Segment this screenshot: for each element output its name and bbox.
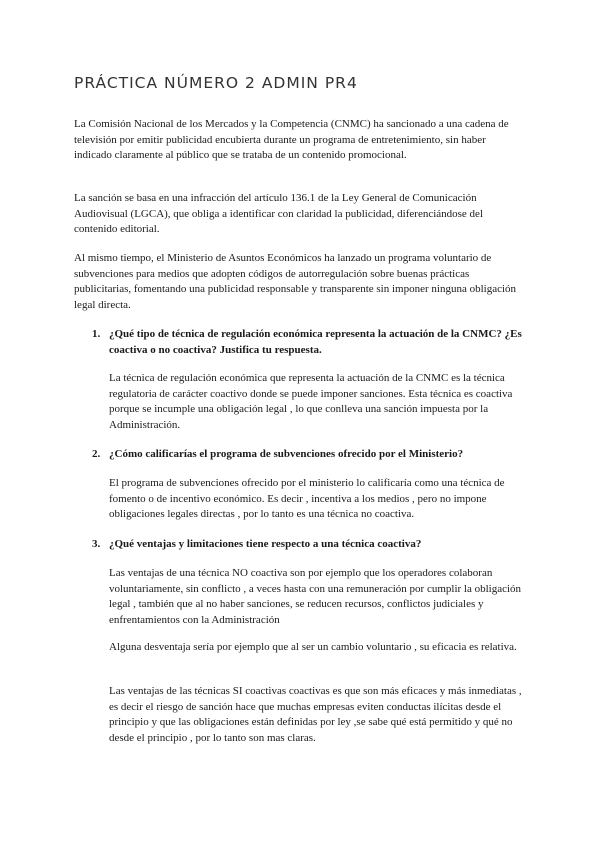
intro-paragraph-3: Al mismo tiempo, el Ministerio de Asuntos Económicos ha lanzado un programa voluntario de subvenciones para medios que adopten códigos de autorregulación sobre buenas prácticas publicitarias, fomentando una publicidad responsable y transparente sin imponer ninguna obligación legal directa.: [74, 252, 517, 311]
question-text-1: ¿Qué tipo de técnica de regulación económica representa la actuación de la CNMC? ¿Es coactiva o no coactiva? Justifica tu respuesta.: [109, 328, 522, 356]
answer-1-paragraph-1: La técnica de regulación económica que representa la actuación de la CNMC es la técnica regulatoria de carácter coactivo donde se puede imponer sanciones. Esta técnica es coactiva porque se incumple una obligación legal , lo que conlleva una sanción impuesta por la Administración.: [109, 372, 513, 431]
answer-3-paragraph-2: Alguna desventaja sería por ejemplo que al ser un cambio voluntario , su eficacia es relativa.: [109, 641, 517, 653]
answer-3-paragraph-3: Las ventajas de las técnicas SI coactivas coactivas es que son más eficaces y más inmediatas , es decir el riesgo de sanción hace que muchas empresas eviten conductas ilícitas desde el principio y que las obligaciones están definidas por ley ,se sabe qué está permitido y qué no desde el principio , por lo tanto son mas claras.: [109, 685, 522, 744]
question-number-2: 2.: [92, 448, 101, 460]
question-number-3: 3.: [92, 538, 101, 550]
answer-3-paragraph-1: Las ventajas de una técnica NO coactiva son por ejemplo que los operadores colaboran voluntariamente, sin conflicto , a veces hasta con una remuneración por cumplir la obligación legal , también que al no haber sanciones, se reducen recursos, conflictos judiciales y enfrentamientos con la Administración: [109, 567, 522, 626]
intro-paragraph-2: La sanción se basa en una infracción del artículo 136.1 de la Ley General de Comunicación Audiovisual (LGCA), que obliga a identificar con claridad la publicidad, diferenciándose del contenido editorial.: [74, 192, 483, 236]
document-title: PRÁCTICA NÚMERO 2 ADMIN PR4: [74, 74, 358, 92]
question-number-1: 1.: [92, 328, 101, 340]
question-text-3: ¿Qué ventajas y limitaciones tiene respecto a una técnica coactiva?: [109, 538, 422, 550]
answer-2-paragraph-1: El programa de subvenciones ofrecido por el ministerio lo calificaría como una técnica de fomento o de incentivo económico. Es decir , incentiva a los medios , pero no impone obligaciones legales directas , por lo tanto es una técnica no coactiva.: [109, 477, 505, 521]
intro-paragraph-1: La Comisión Nacional de los Mercados y la Competencia (CNMC) ha sancionado a una cadena de televisión por emitir publicidad encubierta durante un programa de entretenimiento, sin haber indicado claramente al público que se trataba de un contenido promocional.: [74, 118, 509, 162]
question-text-2: ¿Cómo calificarías el programa de subvenciones ofrecido por el Ministerio?: [109, 448, 464, 460]
